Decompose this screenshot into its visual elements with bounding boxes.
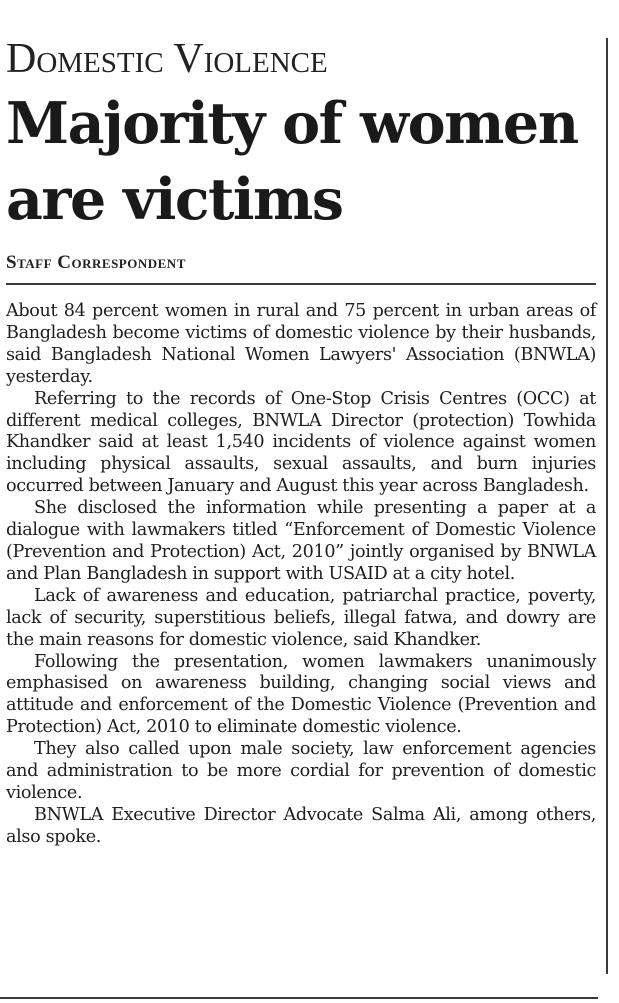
article-byline: Staff Correspondent [6, 252, 186, 273]
column-rule-right [606, 38, 608, 974]
article-paragraph: BNWLA Executive Director Advocate Salma Ali, among others, also spoke. [6, 804, 596, 847]
article-headline: Majority of women are victims [6, 90, 578, 233]
article-paragraph: They also called upon male society, law enforcement agencies and administration to be more cordial for prevention of domestic violence. [6, 739, 596, 803]
column-rule-bottom [0, 997, 598, 999]
article-paragraph: Lack of awareness and education, patriarchal practice, poverty, lack of security, superstitious beliefs, illegal fatwa, and dowry are the main reasons for domestic violence, said Khandker. [6, 585, 596, 650]
article-paragraph: She disclosed the information while presenting a paper at a dialogue with lawmakers titled “Enforcement of Domestic Violence (Prevention and Protection) Act, 2010” jointly organised by BNWLA and Plan Bangladesh in support with USAID at a city hotel. [6, 498, 596, 584]
article-body [6, 301, 596, 849]
article-paragraph: About 84 percent women in rural and 75 percent in urban areas of Bangladesh become victims of domestic violence by their husbands, said Bangladesh National Women Lawyers' Association (BNWLA) yesterday. [6, 301, 596, 387]
byline-divider [6, 283, 596, 285]
article-paragraph: Following the presentation, women lawmakers unanimously emphasised on awareness building, changing social views and attitude and enforcement of the Domestic Violence (Prevention and Protection) Act, 2010 to eliminate domestic violence. [6, 651, 596, 738]
article-paragraph: Referring to the records of One-Stop Crisis Centres (OCC) at different medical colleges, BNWLA Director (protection) Towhida Khandker said at least 1,540 incidents of violence against women including physical assaults, sexual assaults, and burn injuries occurred between January and August this year across Bangladesh. [6, 388, 596, 497]
news-article [6, 36, 596, 849]
article-kicker: Domestic Violence [6, 36, 328, 82]
